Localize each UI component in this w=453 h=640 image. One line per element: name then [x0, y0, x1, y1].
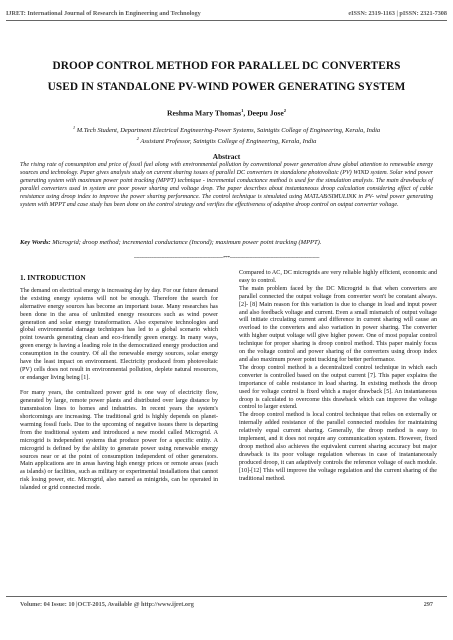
affiliation-1-text: M.Tech Student, Department Electrical Engineering-Power Systems, Saintgits College of Engineering, Kerala, India: [75, 127, 381, 135]
paragraph: Compared to AC, DC microgrids are very reliable highly efficient, economic and easy to control.: [239, 270, 437, 284]
keywords-label: Key Words:: [20, 239, 51, 246]
affiliation-2-sup: 2: [136, 136, 139, 142]
section-heading: 1. INTRODUCTION: [20, 273, 86, 282]
title-line-2: USED IN STANDALONE PV-WIND POWER GENERATING SYSTEM: [47, 81, 406, 93]
paragraph: For many years, the centralized power grid is one way of electricity flow, generated by large, remote power plants and distributed over large distance by transmission lines to homes and industries. In recent years the system's shortcomings are increasing. The traditional grid is highly depends on planet-warming fossil fuels. Due to the upcoming of negative issues there is departing from the traditional system and introduced a new model called Microgrid. A microgrid is independent systems that produce power for a specific entity. A microgrid is defined by the ability to generate power using renewable energy sources near or at the point of consumption independent of other generators. Main applications are in areas having high energy prices or remote areas (such as islands) or facilities, such as military or experimental installations that cannot risk losing power, etc. Microgrid, also named as minigrids, can be operated in islanded or grid connected mode.: [20, 390, 218, 492]
author-list: [0, 108, 453, 118]
paragraph: The droop control method is local control technique that relies on externally or internally added resistance of the parallel connected modules for maintaining relatively equal current sharing. Generally, the droop method is easy to implement, and it does not require any communication system. However, fixed droop method also achieves the equivalent current sharing accuracy but major drawback is its poor voltage regulation whereas in case of instantaneously produced droop, it can adaptively controls the reference voltage of each module.[10]-[12] This will improve the voltage regulation and the current sharing of the traditional method.: [239, 412, 437, 482]
author-separator: ,: [243, 108, 248, 118]
issn-info: eISSN: 2319-1163 | pISSN: 2321-7308: [348, 10, 447, 17]
affiliation-1-sup: 1: [72, 125, 76, 130]
section-separator: --------------------------------------------------------------------***--------------------------------------------------------------------: [133, 256, 320, 261]
keywords: [20, 239, 433, 247]
abstract-text: The rising rate of consumption and price of fossil fuel along with environmental pollution by conventional power generation draw global attention to renewable energy sources and technology. Paper gives analysis study on current sharing issues of parallel DC converters in standalone photovoltaic (PV) WIND system. Solar wind power generating system with maximum power point tracking (MPPT) technique - incremental conductance method is used for the simulation analysis. The main drawbacks of parallel converters used in system are poor power sharing and voltage drop. The paper describes about instantaneous droop calculation considering effect of cable resistance using droop index to improve the power sharing performance. The control technique is simulated using MATLAB/SIMULINK in PV- wind power generating system with MPPT and case study has been done on the control strategy and verifies the effectiveness of adaptive droop control on output converter voltage.: [20, 162, 433, 208]
affiliation-1: [18, 124, 435, 135]
running-header: [6, 10, 447, 17]
affiliations: [18, 124, 435, 147]
affiliation-2: [18, 135, 435, 146]
paragraph: The demand on electrical energy is increasing day by day. For our future demand the existing energy systems will not be enough. Therefore the search for alternative energy sources has become an important issue. Many researches has been done in the area of unlimited energy resources such as wind power generation and solar energy transformation. Also expensive technologies and global environmental damage techniques has led to a global scenario which point towards generating clean and eco-friendly green energy. In many ways, green energy is having a leading role in the democratized energy production and consumption in the country. Of all the renewable energy sources, solar energy have the least impact on environment. Electricity produced from photovoltaic (PV) cells does not result in environmental pollution, deplete natural resources, or endanger living being [1].: [20, 287, 218, 381]
left-column: [20, 268, 218, 501]
abstract-heading: Abstract: [212, 152, 241, 161]
page-number: 297: [423, 601, 433, 608]
running-footer: [20, 601, 433, 608]
author-2-sup: 2: [283, 108, 286, 113]
volume-info: Volume: 04 Issue: 10 |OCT-2015, Available @ http://www.ijret.org: [20, 601, 194, 608]
paper-title: [20, 56, 433, 98]
journal-name: IJRET: International Journal of Research in Engineering and Technology: [6, 10, 201, 17]
header-divider: [6, 20, 447, 21]
affiliation-2-text: Assistant Professor, Saintgits College of Engineering, Kerala, India: [138, 138, 317, 146]
author-1: Reshma Mary Thomas: [166, 108, 242, 118]
author-2: Deepu Jose: [247, 108, 284, 118]
paragraph: The main problem faced by the DC Microgrid is that when converters are parallel connected the output voltage from converter won't be constant always. [2]- [8] Main reason for this variation is due to change in load and input power and also feedback voltage and current. Even a small mismatch of output voltage will initiate circulating current and difference in current sharing will cause an overload to the converters and also variation in power sharing. The converter with higher output voltage will give higher power. One of most popular control technique for proper sharing is droop control method. This paper mainly focus on the voltage control and power sharing of the converters using droop index and also maximum power point tracking for better performance.: [239, 285, 437, 363]
author-1-sup: 1: [241, 108, 244, 113]
footer-divider: [6, 596, 447, 597]
keywords-text: Microgrid; droop method; incremental conductance (Incond); maximum power point tracking (MPPT).: [50, 239, 322, 246]
right-column: [239, 270, 437, 483]
title-line-1: DROOP CONTROL METHOD FOR PARALLEL DC CONVERTERS: [52, 60, 401, 72]
paragraph: The droop control method is a decentralized control technique in which each converter is controlled based on the output current [7]. This paper explains the importance of cable resistance in load sharing. In existing methods the droop used for voltage control is fixed which a major drawback [5]. An instantaneous droop is calculated to overcome this drawback which can improve the voltage control to larger extend.: [239, 364, 437, 411]
